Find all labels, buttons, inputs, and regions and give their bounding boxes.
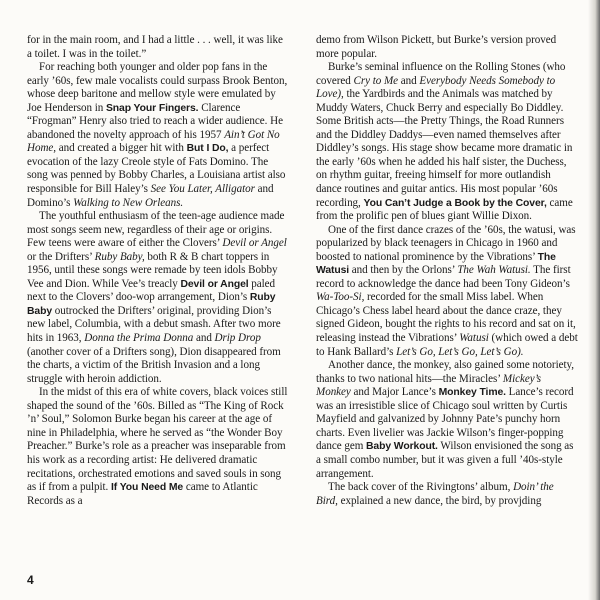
song-title-italic: Mickey’s Monkey xyxy=(316,372,542,399)
paragraph xyxy=(27,34,289,61)
text-run: and xyxy=(398,74,420,87)
song-title-bold: Devil or Angel xyxy=(180,278,249,290)
paragraph xyxy=(27,210,289,386)
text-run: Another dance, the monkey, also gained some notoriety, thanks to two national hits—the Miracles’ xyxy=(316,359,575,385)
text-run: and Major Lance’s xyxy=(350,386,439,399)
song-title-italic: Ruby Baby, xyxy=(94,250,145,263)
song-title-bold: Baby Workout. xyxy=(366,441,438,453)
text-run: Clarence “Frogman” Henry also tried to reach a wider audience. He abandoned the novelty approach of his 1957 xyxy=(27,101,283,141)
text-run: Wilson envisioned the song as a small combo number, but it was given a full ’40s-style arrangement. xyxy=(316,440,574,480)
song-title-italic: Drip Drop xyxy=(214,332,261,345)
text-run: the Yardbirds and the Animals was matched by Muddy Waters, Chuck Berry and especially Bo Diddley. Some British acts—the Pretty Things, the Road Runners and the Diddley Daddys—even named themselves after Diddley’s songs. His stage show became more dramatic in the early ’60s when he added his half sister, the Duchess, on rhythm guitar, freeing himself for more outlandish dance routines and guitar antics. His most popular ’60s recording, xyxy=(316,88,573,209)
text-run: explained a new dance, the bird, by provjding xyxy=(337,494,542,507)
paragraph xyxy=(316,34,578,61)
text-run: (another cover of a Drifters song), Dion disappeared from the charts, a victim of the British Invasion and a long struggle with heroin addiction. xyxy=(27,345,281,385)
song-title-italic: Walking to New Orleans. xyxy=(73,196,184,209)
text-run: Burke’s seminal influence on the Rolling Stones (who covered xyxy=(316,61,566,87)
text-run: came to Atlantic Records as a xyxy=(27,481,258,507)
text-run: and then by the Orlons’ xyxy=(349,264,458,277)
song-title-bold: But I Do, xyxy=(186,143,229,155)
song-title-italic: Donna the Prima Donna xyxy=(84,332,194,345)
song-title-italic: The Wah Watusi. xyxy=(457,264,531,277)
text-run: outrocked the Drifters’ original, providing Dion’s new label, Columbia, with a debut smash. After two more hits in 1963, xyxy=(27,304,281,345)
text-run: Lance’s record was an irresistible slice of Chicago soul written by Curtis Mayfield and galvanized by Johnny Pate’s punchy horn charts. Even livelier was Jackie Wilson’s finger-popping dance gem xyxy=(316,386,574,453)
paragraph xyxy=(316,61,578,224)
text-run: for in the main room, and I had a little . . . well, it was like a toilet. I was in the toilet.” xyxy=(27,34,283,60)
song-title-italic: Let’s Go, Let’s Go, Let’s Go). xyxy=(396,345,524,358)
song-title-italic: Watusi xyxy=(459,332,489,345)
song-title-bold: Snap Your Fingers. xyxy=(105,102,199,114)
text-run: In the midst of this era of white covers, black voices still shaped the sound of the ’60s. Billed as “The King of Rock ’n’ Soul,” Solomon Burke began his career at the age of nine in Philadelphia, where he served as “the Wonder Boy Preacher.” Burke’s role as a preacher was inseparable from his work as a recording artist: He delivered dramatic recitations, orchestrated emotions and saved souls in song as if from a pulpit. xyxy=(27,386,288,494)
song-title-italic: Doin’ the Bird, xyxy=(316,481,554,507)
left-column xyxy=(27,34,289,508)
text-run: The back cover of the Rivingtons’ album, xyxy=(328,481,514,494)
page-edge-shadow xyxy=(588,0,600,600)
song-title-bold: You Can’t Judge a Book by the Cover, xyxy=(363,197,547,209)
text-run: The first record to acknowledge the dance had been Tony Gideon’s xyxy=(316,264,571,290)
song-title-bold: If You Need Me xyxy=(110,482,184,494)
song-title-italic: Everybody Needs Somebody to Love), xyxy=(316,74,556,101)
paragraph xyxy=(27,386,289,508)
song-title-italic: Devil or Angel xyxy=(222,237,287,250)
right-column xyxy=(316,34,578,508)
text-run: paled next to the Clovers’ doo-wop arrangement, Dion’s xyxy=(27,277,276,304)
text-run: and Domino’s xyxy=(27,183,274,209)
paragraph xyxy=(27,61,289,210)
paragraph xyxy=(316,481,578,508)
song-title-italic: Cry to Me xyxy=(353,74,399,87)
song-title-bold: Monkey Time. xyxy=(438,387,506,399)
song-title-italic: See You Later, Alligator xyxy=(150,183,255,196)
text-run: demo from Wilson Pickett, but Burke’s version proved more popular. xyxy=(316,34,557,60)
text-run: recorded for the small Miss label. When Chicago’s Chess label heard about the dance craze, they signed Gideon, bought the rights to his record and sat on it, releasing instead the Vibrations’ xyxy=(316,291,576,345)
page-number: 4 xyxy=(27,573,34,587)
paragraph xyxy=(316,359,578,481)
song-title-italic: Wa-Too-Si, xyxy=(316,291,365,304)
text-run: One of the first dance crazes of the ’60s, the watusi, was popularized by black teenagers in Chicago in 1960 and boosted to national prominence by the Vibrations’ xyxy=(316,223,576,263)
text-run: a perfect evocation of the lazy Creole style of Fats Domino. The song was penned by Bobby Charles, a Louisiana artist also responsible for Bill Haley’s xyxy=(27,142,286,196)
text-run: (which owed a debt to Hank Ballard’s xyxy=(316,332,578,358)
text-run: and xyxy=(193,332,215,345)
text-run: came from the prolific pen of blues giant Willie Dixon. xyxy=(316,196,573,223)
text-run: and created a bigger hit with xyxy=(56,142,187,155)
text-run: The youthful enthusiasm of the teen-age audience made most songs seem new, regardless of their age or origins. Few teens were aware of either the Clovers’ xyxy=(27,210,285,250)
song-title-bold: Ruby Baby xyxy=(27,292,276,317)
text-run: or the Drifters’ xyxy=(27,250,95,263)
paragraph xyxy=(316,224,578,359)
song-title-italic: Ain’t Got No Home, xyxy=(27,128,280,155)
song-title-bold: The Watusi xyxy=(316,251,556,277)
text-run: For reaching both younger and older pop fans in the early ’60s, few male vocalists could surpass Brook Benton, whose deep baritone and mellow style were emulated by Joe Henderson in xyxy=(27,61,288,114)
text-run: both R & B chart toppers in 1956, until these songs were remade by teen idols Bobby Vee and Dion. While Vee’s treacly xyxy=(27,250,278,290)
